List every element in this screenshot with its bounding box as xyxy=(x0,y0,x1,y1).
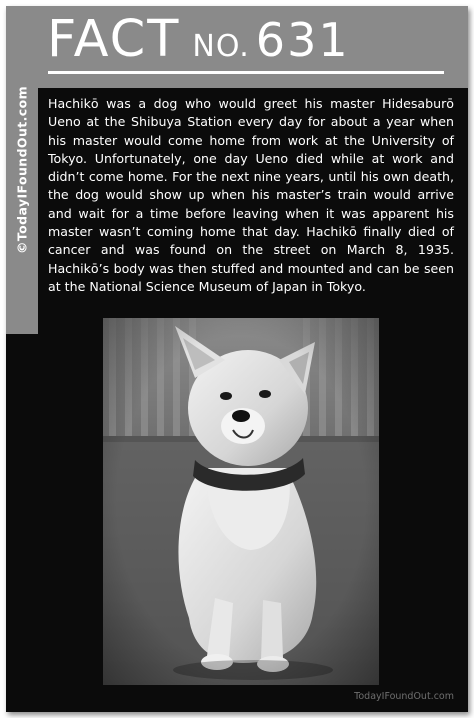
fact-number: 631 xyxy=(255,13,350,67)
fact-card xyxy=(6,6,468,712)
footer-site-credit: TodayIFoundOut.com xyxy=(354,691,454,702)
fact-title xyxy=(47,10,350,69)
dog-photo xyxy=(103,318,379,685)
dog-photo-illustration xyxy=(103,318,379,685)
fact-no-label: NO. xyxy=(192,29,250,64)
sidebar-strip xyxy=(6,6,38,334)
fact-body-text: Hachikō was a dog who would greet his master Hidesaburō Ueno at the Shibuya Station every day for about a year when his master would come home from work at the University of Tokyo. Unfortunately, one day Ueno died while at work and didn’t come home. For the next nine years, until his own death, the dog would show up when his master’s train would arrive and wait for a time before leaving when it was apparent his master wasn’t coming home that day. Hachikō finally died of cancer and was found on the street on March 8, 1935. Hachikō’s body was then stuffed and mounted and can be seen at the National Science Museum of Japan in Tokyo. xyxy=(48,96,454,294)
fact-word: FACT xyxy=(47,10,181,69)
sidebar-site-text: ©TodayIFoundOut.com xyxy=(14,86,30,254)
header-divider xyxy=(48,71,444,74)
